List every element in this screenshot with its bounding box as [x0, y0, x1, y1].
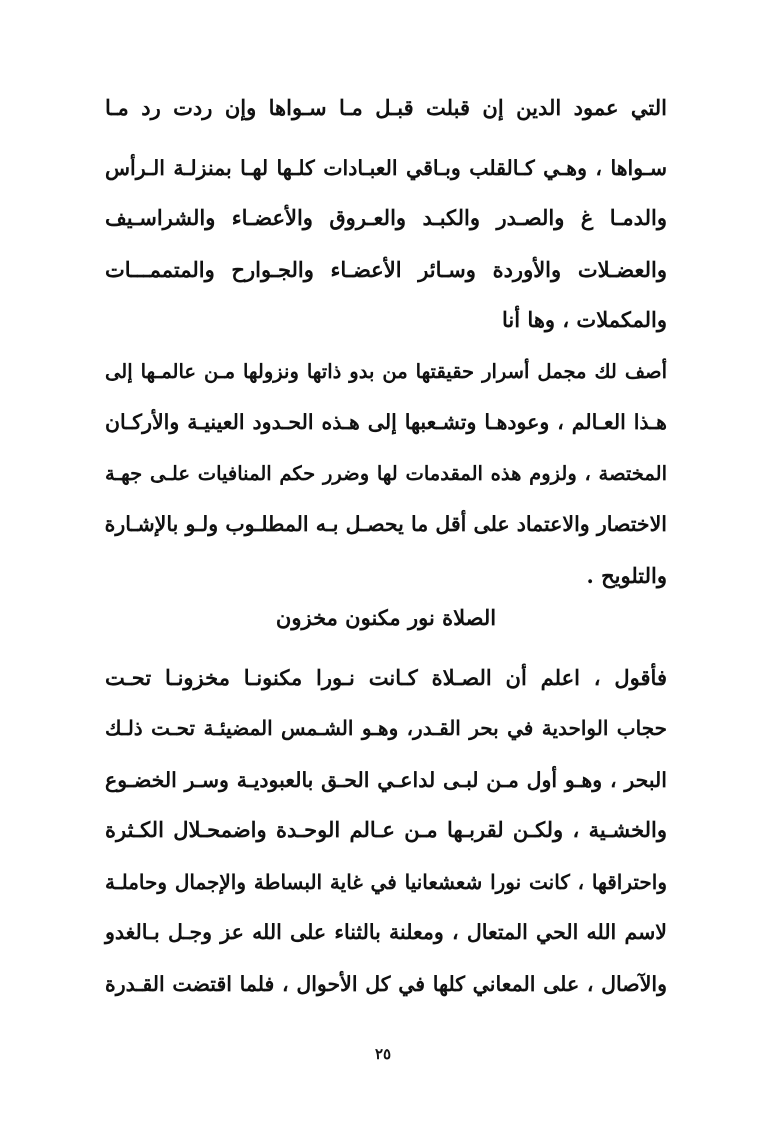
text-line: التي عمود الدين إن قبلت قبـل مـا سـواها وإن ردت رد مـا	[105, 95, 667, 120]
text-line: فأقول ، اعلم أن الصـلاة كـانت نـورا مكنونـا مخزونـا تحـت	[105, 665, 667, 690]
text-line: البحر ، وهـو أول مـن لبـى لداعـي الحـق بالعبوديـة وسـر الخضـوع	[105, 768, 667, 792]
text-line: لاسم الله الحي المتعال ، ومعلنة بالثناء على الله عز وجـل بـالغدو	[105, 920, 667, 944]
text-line: أصف لك مجمل أسرار حقيقتها من بدو ذاتها ونزولها مـن عالمـها إلى	[105, 360, 667, 383]
section-heading: الصلاة نور مكنون مخزون	[275, 605, 497, 630]
text-line: هـذا العـالم ، وعودهـا وتشـعبها إلى هـذه الحـدود العينيـة والأركـان	[105, 410, 667, 434]
text-line: المختصة ، ولزوم هذه المقدمات لها وضرر حكم المنافيات علـى جهـة	[105, 462, 667, 485]
text-line: والخشـية ، ولكـن لقربـها مـن عـالم الوحـدة واضمحـلال الكـثرة	[105, 817, 667, 842]
text-line: واحتراقها ، كانت نورا شعشعانيا في غاية البساطة والإجمال وحاملـة	[105, 870, 667, 894]
text-line: سـواها ، وهـي كـالقلب وبـاقي العبـادات كلـها لهـا بمنزلـة الـرأس	[105, 156, 667, 180]
text-line: حجاب الواحدية في بحر القـدر، وهـو الشـمس المضيئـة تحـت ذلـك	[105, 716, 667, 740]
text-line: الاختصار والاعتماد على أقل ما يحصـل بـه المطلـوب ولـو بالإشـارة	[104, 512, 667, 536]
text-line: والمكملات ، وها أنا	[502, 307, 667, 332]
text-line: والتلويح .	[586, 563, 667, 588]
text-line: والدمـا غ والصـدر والكبـد والعـروق والأعضـاء والشراسـيف	[105, 205, 667, 230]
text-line: والآصال ، على المعاني كلها في كل الأحوال ، فلما اقتضت القـدرة	[105, 972, 667, 996]
text-line: والعضـلات والأوردة وسـائر الأعضـاء والجـوارح والمتممـــات	[105, 257, 667, 282]
page-number: ٢٥	[374, 1045, 392, 1063]
